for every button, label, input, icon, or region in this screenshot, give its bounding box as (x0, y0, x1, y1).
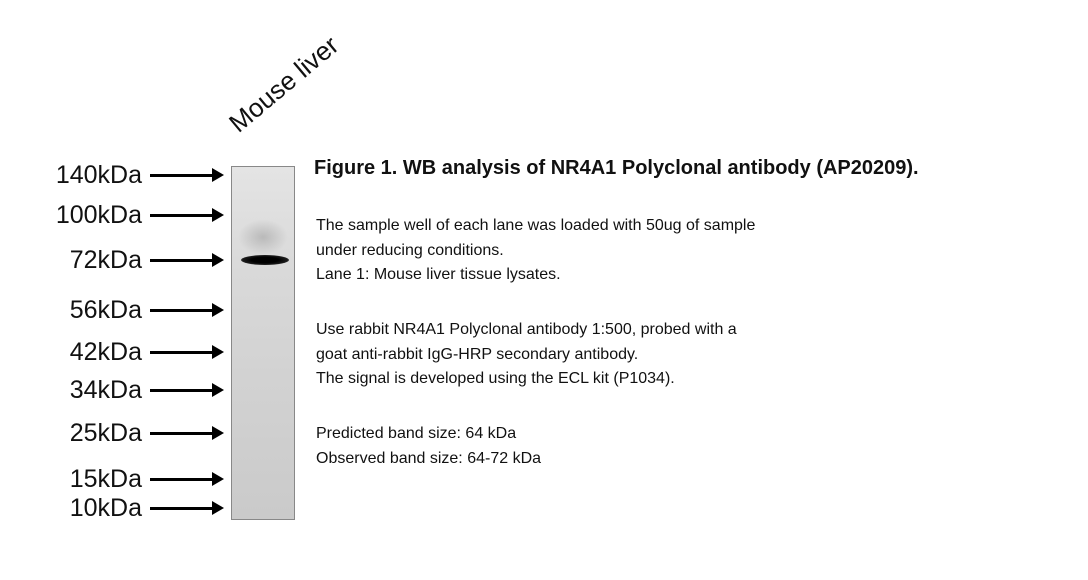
marker-label: 42kDa (69, 337, 142, 366)
marker-label: 72kDa (69, 245, 142, 274)
arrow-right-icon (150, 168, 224, 182)
marker-label: 56kDa (69, 295, 142, 324)
marker-label: 140kDa (55, 160, 142, 189)
arrow-right-icon (150, 501, 224, 515)
description-line: Lane 1: Mouse liver tissue lysates. (316, 266, 561, 283)
figure-title: Figure 1. WB analysis of NR4A1 Polyclonal antibody (AP20209). (314, 157, 919, 179)
marker-15kda (0, 464, 224, 494)
description-line: Observed band size: 64-72 kDa (316, 449, 542, 467)
description-line: The sample well of each lane was loaded with 50ug of sample (316, 217, 756, 234)
description-line: goat anti-rabbit IgG-HRP secondary antibody. (316, 345, 639, 363)
marker-label: 15kDa (69, 464, 142, 493)
arrow-right-icon (150, 472, 224, 486)
description-line: under reducing conditions. (316, 241, 504, 259)
marker-label: 10kDa (69, 493, 142, 522)
arrow-right-icon (150, 253, 224, 267)
lane-label: Mouse liver (223, 29, 345, 139)
arrow-right-icon (150, 345, 224, 359)
marker-25kda (0, 418, 224, 448)
blot-band (241, 255, 289, 265)
arrow-right-icon (150, 383, 224, 397)
arrow-right-icon (150, 426, 224, 440)
antibody-description (316, 318, 737, 392)
marker-100kda (0, 200, 224, 230)
sample-description (316, 214, 755, 288)
description-line: Use rabbit NR4A1 Polyclonal antibody 1:500, probed with a (316, 321, 737, 338)
marker-56kda (0, 295, 224, 325)
arrow-right-icon (150, 208, 224, 222)
arrow-right-icon (150, 303, 224, 317)
marker-10kda (0, 493, 224, 523)
description-line: Predicted band size: 64 kDa (316, 425, 517, 442)
marker-label: 25kDa (69, 418, 142, 447)
marker-label: 34kDa (69, 375, 142, 404)
blot-lane (231, 166, 295, 520)
marker-42kda (0, 337, 224, 367)
description-line: The signal is developed using the ECL kit (P1034). (316, 370, 675, 387)
marker-label: 100kDa (55, 200, 142, 229)
marker-34kda (0, 375, 224, 405)
marker-72kda (0, 245, 224, 275)
blot-smear (238, 219, 288, 255)
band-size-description (316, 422, 541, 471)
marker-140kda (0, 160, 224, 190)
